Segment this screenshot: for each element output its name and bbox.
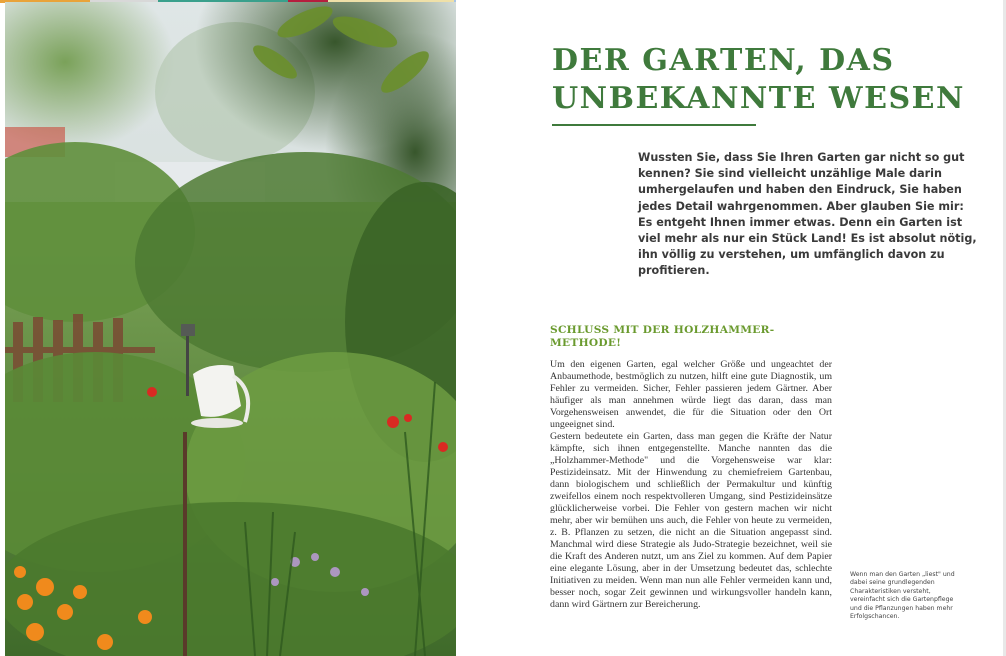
body-text [550,359,832,611]
title-line-1: DER GARTEN, DAS [552,43,895,78]
title-underline [552,124,756,126]
garden-photo [5,2,456,656]
article-page [456,0,1006,656]
article-title [552,42,992,118]
body-paragraph: Gestern bedeutete ein Garten, dass man gegen die Kräfte der Natur kämpfte, sich ihnen entgegenstellte. Manche nannten das die „Holzhammer-Methode" und die Vorgehensweise war klar: Pestizideinsatz. Mit der Hinwendung zu chemiefreiem Gartenbau, dann biologischem und schließlich der Permakultur und künftig zweifellos einem noch respektvolleren Umgang, sind Pestizideinsätze glücklicherweise vorbei. Die Fehler von gestern machen wir nicht mehr, aber wir bemühen uns auch, die Fehler von heute zu vermeiden, z. B. Pflanzen zu setzen, die nicht an die Situation angepasst sind. Manchmal wird diese Strategie als Judo-Strategie bezeichnet, weil sie die Kraft des Anderen nutzt, um ans Ziel zu kommen. Auf dem Papier eine elegante Lösung, aber in der Umsetzung bedeutet das, schlechte Initiativen zu meiden. Wenn man nun alle Fehler vermeiden kann und, besser noch, sogar Zeit gewinnen und wirkungsvoller handeln kann, dann wird Gärtnern zur Bereicherung. [550,431,832,610]
section-heading: SCHLUSS MIT DER HOLZHAMMER-METHODE! [550,324,775,349]
title-line-2: UNBEKANNTE WESEN [552,81,965,116]
body-paragraph: Um den eigenen Garten, egal welcher Größe und ungeachtet der Anbaumethode, bestmöglich zu nutzen, hilft eine gute Diagnostik, um Fehler zu vermeiden. Sicher, Fehler passieren jedem Gärtner. Aber häufiger als man annehmen würde liegt das daran, dass man Vorgehensweisen anwendet, die für die Situation oder den Ort ungeeignet sind. [550,359,832,430]
photo-caption: Wenn man den Garten „liest" und dabei seine grundlegenden Charakteristiken versteht, vereinfacht sich die Gartenpflege und die Pflanzungen haben mehr Erfolgschancen. [850,571,955,621]
intro-paragraph: Wussten Sie, dass Sie Ihren Garten gar nicht so gut kennen? Sie sind vielleicht unzählige Male darin umhergelaufen und haben den Eindruck, Sie haben jedes Detail wahrgenommen. Aber glauben Sie mir: Es entgeht Ihnen immer etwas. Denn ein Garten ist viel mehr als nur ein Stück Land! Es ist absolut nötig, ihn völlig zu verstehen, um umfänglich davon zu profitieren. [638,151,977,278]
